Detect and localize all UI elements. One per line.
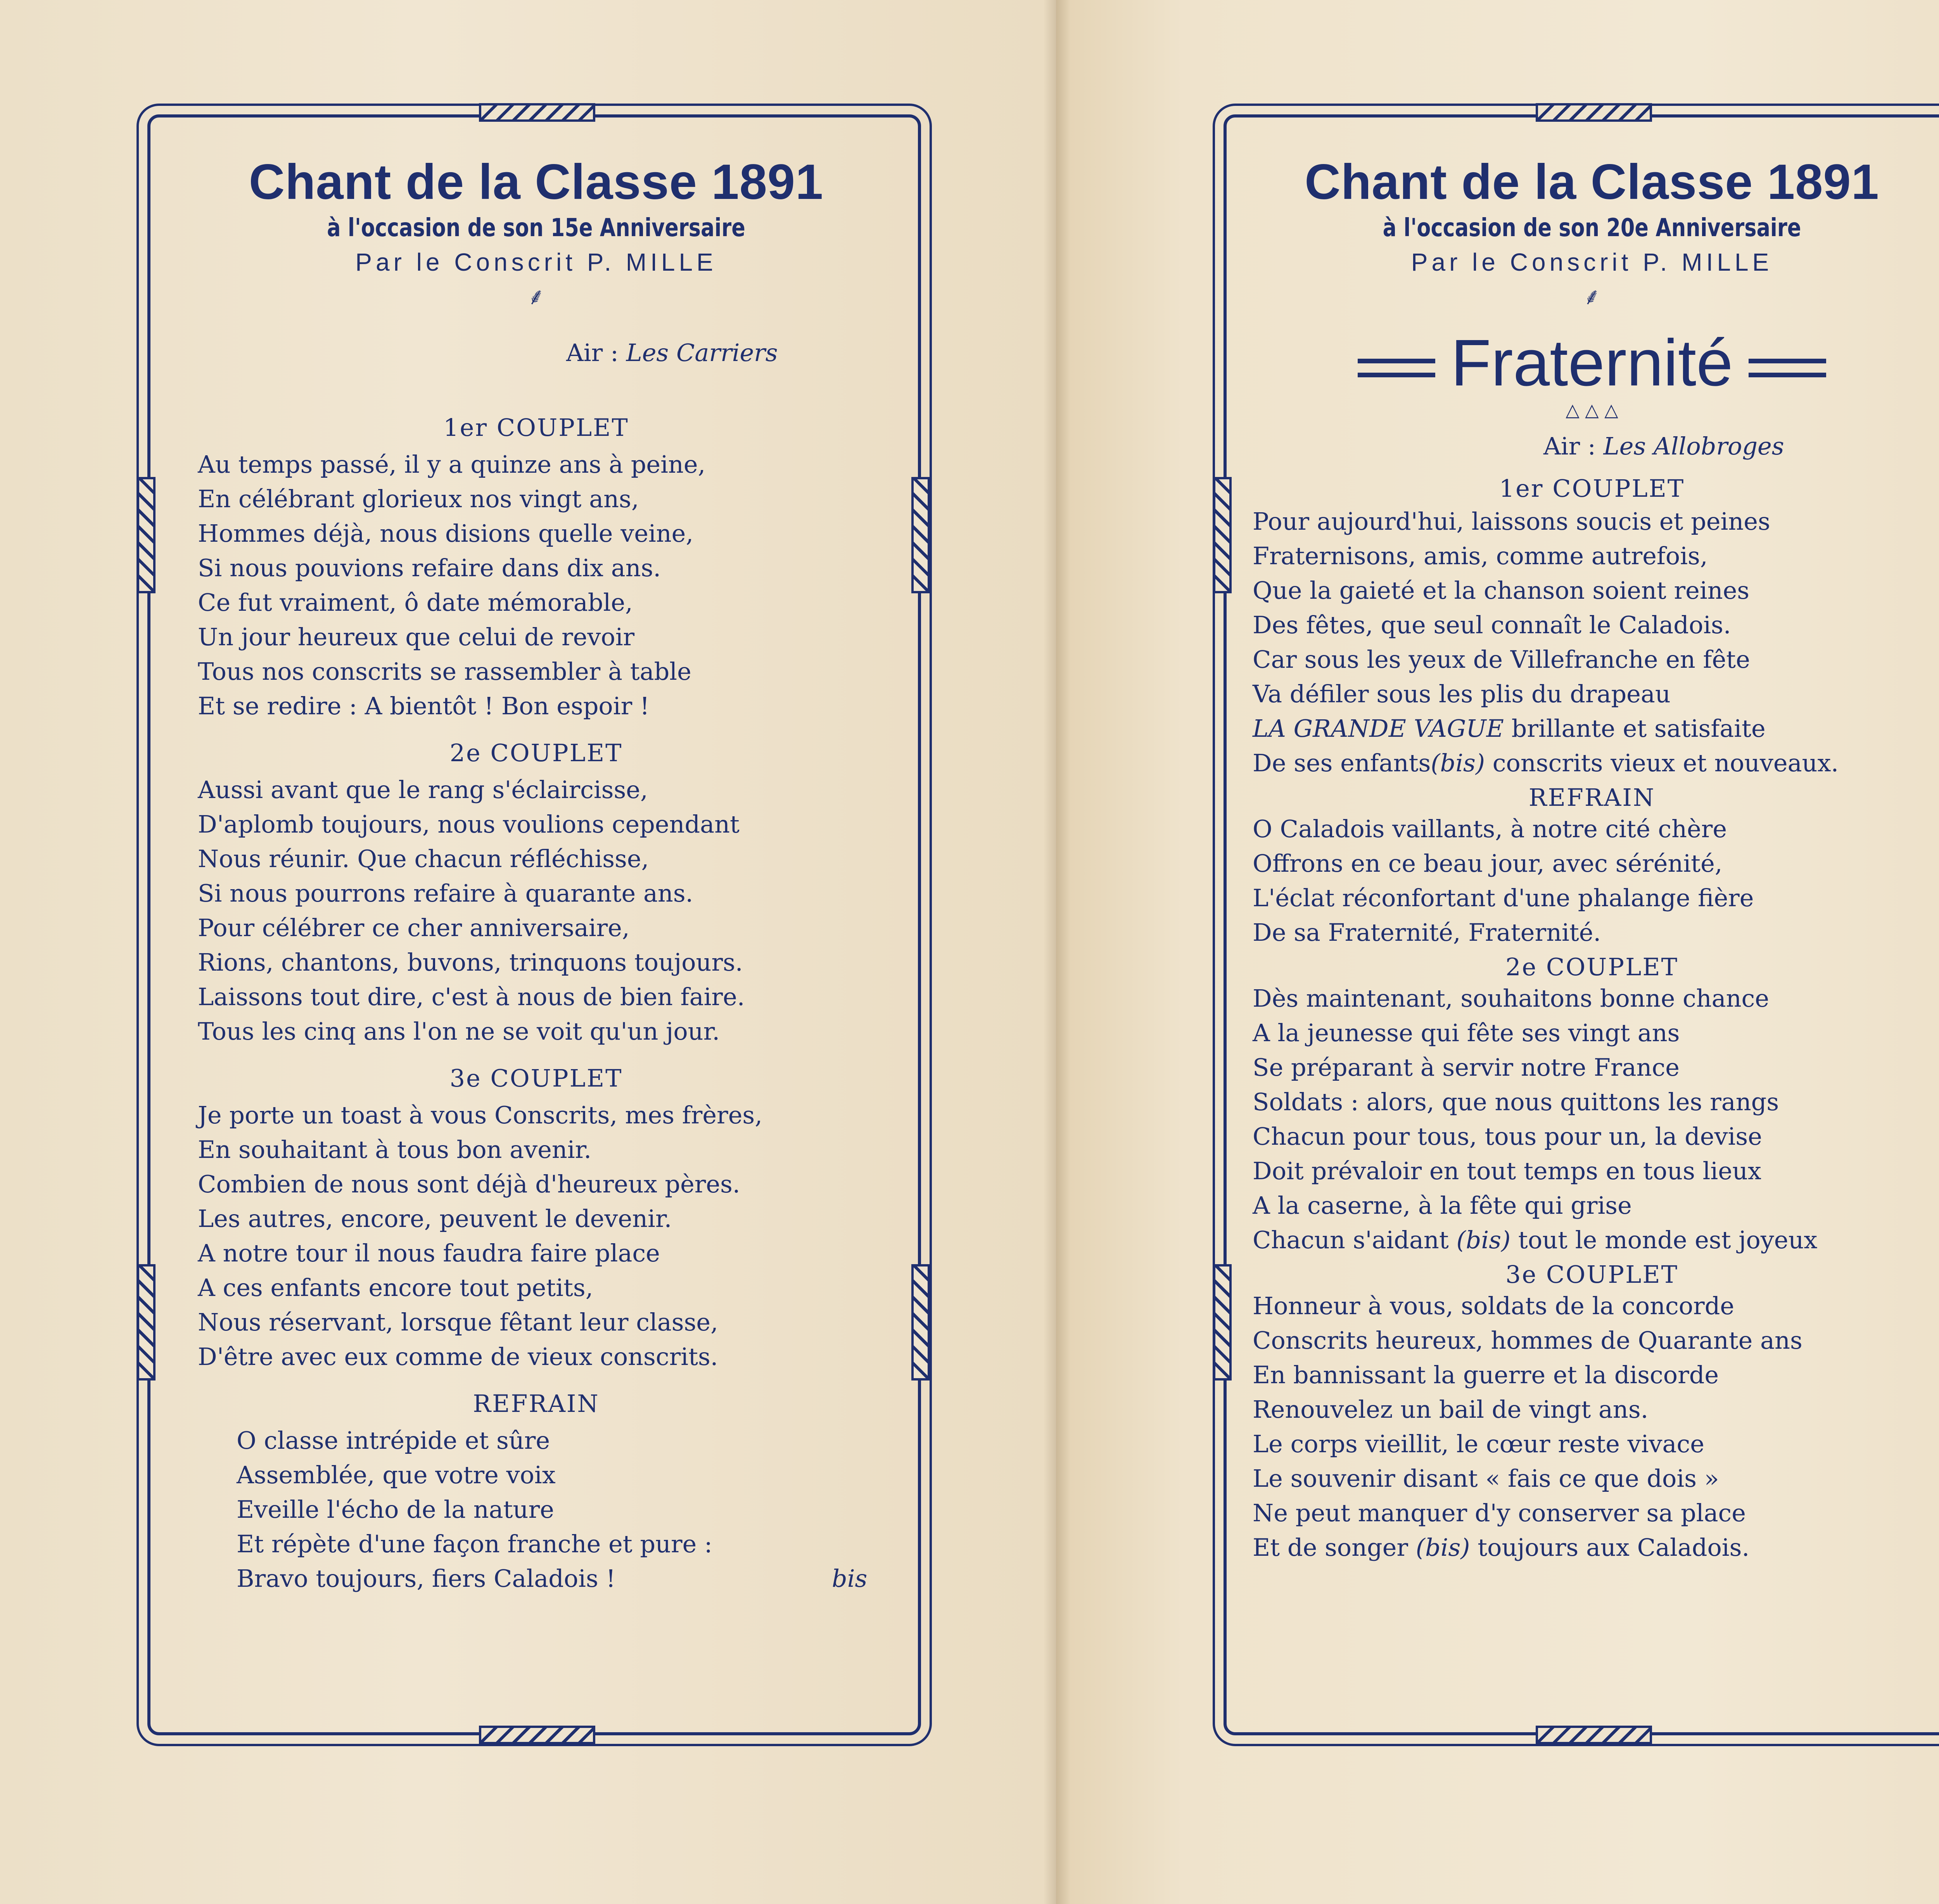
verse-line	[1253, 746, 1931, 780]
verse-line: Et répète d'une façon franche et pure :	[237, 1529, 712, 1558]
verse-text: tout le monde est joyeux	[1510, 1225, 1818, 1254]
verse-line	[237, 1561, 874, 1596]
couplet-2-heading: 2e COUPLET	[1505, 952, 1678, 981]
right-page-content	[1253, 155, 1931, 1565]
verse-line: Je porte un toast à vous Conscrits, mes frères,	[198, 1101, 762, 1129]
verse-line: Combien de nous sont déjà d'heureux pères.	[198, 1170, 740, 1198]
verse-line: Chacun pour tous, tous pour un, la devise	[1253, 1122, 1762, 1151]
song-title: Fraternité	[1451, 326, 1733, 400]
verse-line: A la caserne, à la fête qui grise	[1253, 1191, 1632, 1220]
verse-line: L'éclat réconfortant d'une phalange fière	[1253, 883, 1754, 912]
verse-text: Et de songer	[1253, 1533, 1416, 1562]
couplet-3-verse	[1253, 1289, 1931, 1565]
verse-line: Soldats : alors, que nous quittons les rangs	[1253, 1087, 1779, 1116]
double-rule-left	[1358, 359, 1435, 377]
verse-line: Tous les cinq ans l'on ne se voit qu'un jour.	[198, 1017, 720, 1045]
verse-line: Si nous pouvions refaire dans dix ans.	[198, 553, 661, 582]
page-title: Chant de la Classe 1891	[1305, 154, 1879, 210]
verse-line: O Caladois vaillants, à notre cité chère	[1253, 814, 1727, 843]
air-line	[1253, 432, 1931, 460]
page-gutter	[1043, 0, 1070, 1904]
verse-line: En souhaitant à tous bon avenir.	[198, 1135, 592, 1164]
verse-line: Assemblée, que votre voix	[237, 1460, 556, 1489]
verse-line: Dès maintenant, souhaitons bonne chance	[1253, 984, 1769, 1012]
author-line: Par le Conscrit P. MILLE	[355, 248, 717, 276]
air-song: Les Allobroges	[1603, 432, 1784, 460]
verse-line: D'aplomb toujours, nous voulions cependant	[198, 810, 740, 838]
verse-line: Le souvenir disant « fais ce que dois »	[1253, 1464, 1719, 1493]
verse-line: Fraternisons, amis, comme autrefois,	[1253, 541, 1708, 570]
verse-text: toujours aux Caladois.	[1470, 1533, 1750, 1562]
couplet-1-heading: 1er COUPLET	[1499, 474, 1685, 503]
verse-line: Honneur à vous, soldats de la concorde	[1253, 1291, 1735, 1320]
air-label: Air :	[1543, 432, 1596, 460]
verse-line: O classe intrépide et sûre	[237, 1426, 550, 1455]
couplet-2-verse	[198, 772, 874, 1049]
verse-line: A ces enfants encore tout petits,	[198, 1273, 593, 1302]
verse-line: Se préparant à servir notre France	[1253, 1053, 1680, 1082]
verse-line: En bannissant la guerre et la discorde	[1253, 1360, 1719, 1389]
verse-line: Tous nos conscrits se rassembler à table	[198, 657, 691, 686]
verse-line: Nous réunir. Que chacun réfléchisse,	[198, 844, 649, 873]
bis-mark: (bis)	[1431, 748, 1485, 777]
border-ornament-left-upper	[137, 477, 156, 593]
ornament-icon: ⸙	[527, 283, 545, 310]
verse-text: conscrits vieux et nouveaux.	[1485, 748, 1839, 777]
border-ornament-left-lower	[1213, 1264, 1232, 1380]
air-label: Air :	[566, 338, 619, 367]
couplet-1-verse	[1253, 504, 1931, 780]
refrain-heading: REFRAIN	[473, 1389, 600, 1418]
border-ornament-right-upper	[911, 477, 930, 593]
verse-line: Ce fut vraiment, ô date mémorable,	[198, 588, 633, 617]
verse-line: Un jour heureux que celui de revoir	[198, 622, 635, 651]
verse-line: Ne peut manquer d'y conserver sa place	[1253, 1498, 1746, 1527]
verse-line: D'être avec eux comme de vieux conscrits.	[198, 1342, 718, 1371]
verse-text: De ses enfants	[1253, 748, 1431, 777]
verse-line: Nous réservant, lorsque fêtant leur classe,	[198, 1308, 718, 1336]
border-ornament-top	[479, 103, 595, 122]
verse-line: A la jeunesse qui fête ses vingt ans	[1253, 1018, 1680, 1047]
couplet-3-verse	[198, 1098, 874, 1374]
border-ornament-left-upper	[1213, 477, 1232, 593]
verse-line: Et se redire : A bientôt ! Bon espoir !	[198, 691, 650, 720]
verse-line: Que la gaieté et la chanson soient reines	[1253, 576, 1750, 605]
border-ornament-bottom	[1536, 1726, 1652, 1744]
page-title: Chant de la Classe 1891	[249, 154, 824, 210]
border-ornament-bottom	[479, 1726, 595, 1744]
verse-line: Conscrits heureux, hommes de Quarante ans	[1253, 1326, 1802, 1355]
verse-line: Au temps passé, il y a quinze ans à peine,	[198, 450, 706, 479]
couplet-3-heading: 3e COUPLET	[449, 1064, 623, 1092]
verse-line: Des fêtes, que seul connaît le Caladois.	[1253, 610, 1731, 639]
verse-line: Aussi avant que le rang s'éclaircisse,	[198, 775, 648, 804]
verse-line: Pour célébrer ce cher anniversaire,	[198, 913, 630, 942]
refrain-heading: REFRAIN	[1528, 783, 1656, 812]
verse-line: Les autres, encore, peuvent le devenir.	[198, 1204, 672, 1233]
verse-line: En célébrant glorieux nos vingt ans,	[198, 484, 639, 513]
verse-text: Chacun s'aidant	[1253, 1225, 1457, 1254]
verse-line: Eveille l'écho de la nature	[237, 1495, 554, 1524]
verse-line: Laissons tout dire, c'est à nous de bien faire.	[198, 982, 745, 1011]
triangle-ornament-icon: △ △ △	[1566, 399, 1618, 420]
couplet-2-heading: 2e COUPLET	[449, 738, 623, 767]
ornament-icon: ⸙	[1583, 283, 1601, 310]
verse-line	[1253, 1530, 1931, 1565]
verse-line: Offrons en ce beau jour, avec sérénité,	[1253, 849, 1723, 878]
verse-line: Pour aujourd'hui, laissons soucis et peines	[1253, 507, 1770, 536]
couplet-3-heading: 3e COUPLET	[1505, 1260, 1678, 1289]
verse-line: De sa Fraternité, Fraternité.	[1253, 918, 1601, 947]
verse-italic: LA GRANDE VAGUE	[1253, 714, 1504, 743]
double-rule-right	[1749, 359, 1826, 377]
border-ornament-left-lower	[137, 1264, 156, 1380]
verse-text: brillante et satisfaite	[1504, 714, 1766, 743]
refrain-verse	[198, 1423, 874, 1596]
verse-line	[1253, 1223, 1931, 1257]
left-page-content	[198, 155, 874, 1596]
refrain-verse	[1253, 812, 1931, 950]
couplet-1-verse	[198, 447, 874, 723]
verse-line: Car sous les yeux de Villefranche en fête	[1253, 645, 1750, 674]
author-line: Par le Conscrit P. MILLE	[1411, 248, 1773, 276]
bis-mark: bis	[832, 1564, 868, 1593]
air-line	[198, 339, 874, 367]
verse-line-text: Bravo toujours, fiers Caladois !	[237, 1564, 616, 1593]
song-title-line	[1253, 327, 1931, 399]
verse-line: Doit prévaloir en tout temps en tous lieux	[1253, 1156, 1761, 1185]
verse-line: Rions, chantons, buvons, trinquons toujours.	[198, 948, 743, 976]
air-song: Les Carriers	[626, 338, 778, 367]
couplet-1-heading: 1er COUPLET	[443, 413, 629, 442]
occasion-subtitle: à l'occasion de son 20e Anniversaire	[1383, 213, 1801, 242]
couplet-2-verse	[1253, 981, 1931, 1257]
verse-line: Hommes déjà, nous disions quelle veine,	[198, 519, 694, 548]
occasion-subtitle: à l'occasion de son 15e Anniversaire	[327, 213, 745, 242]
verse-line: Va défiler sous les plis du drapeau	[1253, 679, 1671, 708]
bis-mark: (bis)	[1456, 1225, 1511, 1254]
border-ornament-top	[1536, 103, 1652, 122]
bis-mark: (bis)	[1415, 1533, 1470, 1562]
verse-line: Renouvelez un bail de vingt ans.	[1253, 1395, 1649, 1424]
verse-line: Le corps vieillit, le cœur reste vivace	[1253, 1429, 1704, 1458]
verse-line: Si nous pourrons refaire à quarante ans.	[198, 879, 693, 907]
verse-line: A notre tour il nous faudra faire place	[198, 1239, 660, 1267]
border-ornament-right-lower	[911, 1264, 930, 1380]
verse-line	[1253, 711, 1931, 746]
